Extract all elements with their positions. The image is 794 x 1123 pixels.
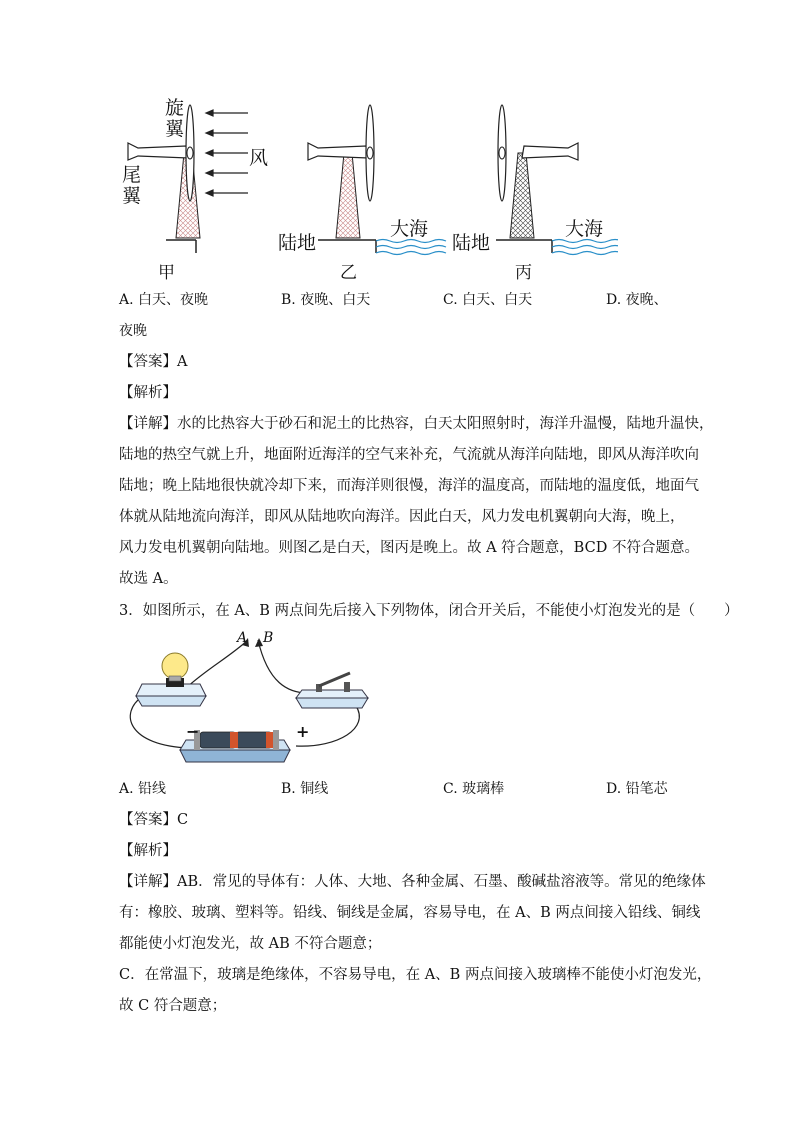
q2-detail-line: 体就从陆地流向海洋，即风从陆地吹向海洋。因此白天，风力发电机翼朝向大海，晚上，	[119, 509, 685, 525]
circuit-figure	[118, 628, 378, 776]
q3-detail-line: 有：橡胶、玻璃、塑料等。铅线、铜线是金属，容易导电，在 A、B 两点间接入铅线、铜线	[119, 905, 701, 921]
q3-option-c: C. 玻璃棒	[443, 781, 505, 797]
q2-option-a: A. 白天、夜晚	[119, 292, 209, 308]
q2-detail-line: 【详解】水的比热容大于砂石和泥土的比热容，白天太阳照射时，海洋升温慢，陆地升温快，	[119, 416, 714, 432]
label-wind: 风	[249, 147, 269, 169]
q2-option-d-cont: 夜晚	[119, 323, 147, 339]
q3-option-b: B. 铜线	[281, 781, 329, 797]
q2-detail-line: 陆地的热空气就上升，地面附近海洋的空气来补充，气流就从海洋向陆地，即风从海洋吹向	[119, 447, 699, 463]
q3-detail-line: 故 C 符合题意；	[119, 998, 227, 1014]
caption-yi: 乙	[340, 263, 357, 283]
wind-turbine-drawing	[118, 98, 618, 263]
q2-option-c: C. 白天、白天	[443, 292, 533, 308]
label-tail: 尾翼	[122, 164, 142, 207]
q3-stem: 3．如图所示，在 A、B 两点间先后接入下列物体，闭合开关后，不能使小灯泡发光的是（ ）	[119, 603, 739, 619]
q2-analysis-head: 【解析】	[119, 385, 177, 401]
q2-option-b: B. 夜晚、白天	[281, 292, 371, 308]
label-land-yi: 陆地	[278, 232, 317, 254]
label-land-bing: 陆地	[452, 232, 491, 254]
label-sea-yi: 大海	[390, 218, 429, 240]
q3-answer: 【答案】C	[119, 812, 189, 828]
q3-option-a: A. 铅线	[119, 781, 167, 797]
q3-analysis-head: 【解析】	[119, 843, 177, 859]
caption-bing: 丙	[515, 263, 532, 283]
point-a-label: A	[237, 630, 248, 646]
q2-detail-line: 陆地；晚上陆地很快就冷却下来，而海洋则很慢，海洋的温度高，而陆地的温度低，地面气	[119, 478, 699, 494]
label-rotor: 旋翼	[165, 97, 185, 140]
q2-option-d: D. 夜晚、	[606, 292, 668, 308]
q2-answer: 【答案】A	[119, 354, 188, 370]
q3-detail-line: 都能使小灯泡发光，故 AB 不符合题意；	[119, 936, 382, 952]
battery-minus-label: −	[186, 722, 200, 741]
turbine-jia	[128, 105, 248, 253]
point-b-label: B	[263, 630, 274, 646]
q2-detail-line: 风力发电机翼朝向陆地。则图乙是白天，图丙是晚上。故 A 符合题意，BCD 不符合题意。	[119, 540, 699, 556]
q3-detail-line: C．在常温下，玻璃是绝缘体，不容易导电，在 A、B 两点间接入玻璃棒不能使小灯泡发光，	[119, 967, 712, 983]
battery-plus-label: +	[296, 722, 310, 741]
q2-detail-line: 故选 A。	[119, 571, 178, 587]
q3-option-d: D. 铅笔芯	[606, 781, 668, 797]
label-sea-bing: 大海	[565, 218, 604, 240]
q3-detail-line: 【详解】AB．常见的导体有：人体、大地、各种金属、石墨、酸碱盐溶液等。常见的绝缘体	[119, 874, 706, 890]
circuit-drawing	[118, 628, 378, 776]
caption-jia: 甲	[158, 263, 175, 283]
wind-turbine-figure	[118, 98, 618, 283]
